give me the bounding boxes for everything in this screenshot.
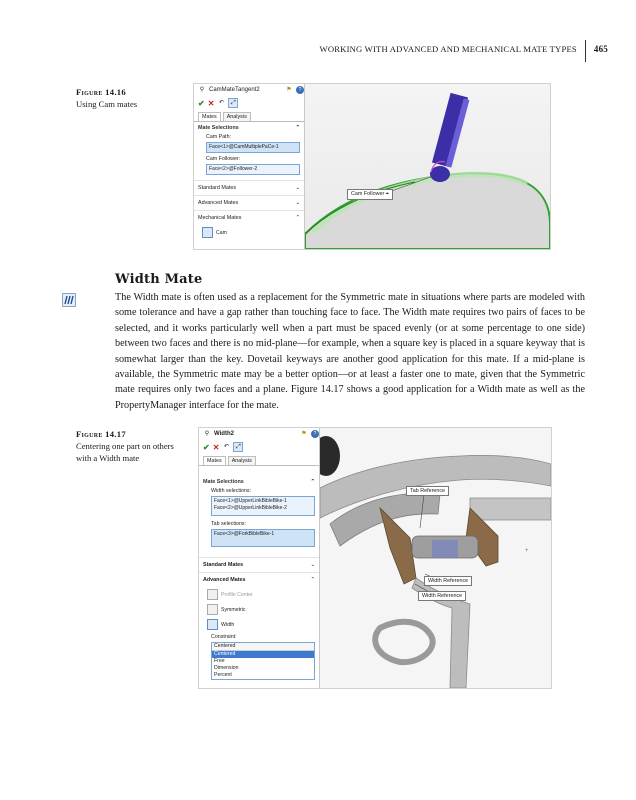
figure-14-16 bbox=[193, 83, 551, 250]
width-option[interactable] bbox=[199, 617, 319, 632]
mate-icon: ⚲ bbox=[204, 431, 210, 437]
section-title: Width Mate bbox=[115, 272, 203, 287]
chevron-up-icon[interactable]: ⌃ bbox=[295, 125, 300, 131]
ok-check-icon[interactable]: ✔ bbox=[198, 98, 205, 108]
pm-actions bbox=[194, 96, 304, 110]
ok-check-icon[interactable]: ✔ bbox=[203, 442, 210, 452]
figure-14-17 bbox=[198, 427, 552, 689]
symmetric-label: Symmetric bbox=[221, 606, 246, 613]
mechanical-mates-header[interactable] bbox=[194, 210, 304, 225]
tab-mates[interactable]: Mates bbox=[203, 456, 226, 465]
cam-model-svg bbox=[305, 84, 550, 249]
symmetric-icon bbox=[207, 604, 218, 615]
cam-follower bbox=[430, 93, 469, 182]
running-header bbox=[320, 38, 608, 60]
constraint-option-dimension[interactable]: Dimension bbox=[214, 665, 239, 671]
spring-coil bbox=[375, 622, 432, 662]
width-reference-callout-1: Width Reference bbox=[424, 576, 472, 586]
width-selection-2[interactable]: Face<2>@UpperLinkBibleBike-2 bbox=[214, 505, 287, 511]
pin-icon[interactable]: ⚑ bbox=[286, 87, 292, 93]
cam-follower-callout: Cam Follower ⌖ bbox=[347, 189, 393, 200]
chevron-down-icon: ⌄ bbox=[295, 200, 300, 206]
pm-actions bbox=[199, 440, 319, 454]
tab-mates[interactable]: Mates bbox=[198, 112, 221, 121]
profile-center-icon bbox=[207, 589, 218, 600]
cam-graphics-area[interactable] bbox=[305, 84, 550, 249]
tab-analysis[interactable]: Analysis bbox=[223, 112, 251, 121]
advanced-mates-header[interactable] bbox=[194, 195, 304, 210]
standard-mates-header[interactable] bbox=[194, 180, 304, 195]
width-selection-1[interactable]: Face<1>@UpperLinkBibleBike-1 bbox=[214, 498, 287, 504]
figure-number: Figure 14.17 bbox=[76, 429, 127, 439]
pm-title: Width2 bbox=[214, 431, 234, 437]
mate-selections-title: Mate Selections bbox=[198, 125, 239, 131]
width-selections-list[interactable] bbox=[211, 496, 315, 516]
figure-14-16-label bbox=[76, 86, 176, 110]
figure-caption: Using Cam mates bbox=[76, 99, 138, 109]
cam-option[interactable] bbox=[194, 225, 304, 240]
tab-reference-callout: Tab Reference bbox=[406, 486, 449, 496]
page-number: 465 bbox=[593, 44, 608, 54]
mate-selections-header[interactable] bbox=[194, 122, 304, 132]
chevron-up-icon[interactable]: ⌃ bbox=[310, 479, 315, 485]
header-divider bbox=[585, 40, 586, 62]
cam-mate-icon bbox=[202, 227, 213, 238]
pm-title: CamMateTangent2 bbox=[209, 87, 260, 93]
pm-tabs bbox=[194, 110, 304, 122]
pm-title-bar bbox=[194, 84, 304, 96]
width-reference-callout-2: Width Reference bbox=[418, 591, 466, 601]
symmetric-option[interactable] bbox=[199, 602, 319, 617]
bike-model-svg bbox=[320, 428, 551, 688]
width-selections-label: Width selections: bbox=[211, 488, 252, 494]
standard-mates-title: Standard Mates bbox=[198, 185, 237, 191]
constraint-current[interactable]: Centered bbox=[212, 643, 314, 651]
constraint-option-centered[interactable]: Centered bbox=[212, 651, 314, 658]
tab-highlight bbox=[432, 540, 458, 558]
tire-shape bbox=[320, 436, 340, 476]
advanced-mates-title: Advanced Mates bbox=[198, 200, 239, 206]
figure-caption: Centering one part on others with a Width mate bbox=[76, 441, 174, 463]
profile-center-option[interactable] bbox=[199, 587, 319, 602]
help-icon[interactable]: ? bbox=[296, 86, 304, 94]
chevron-down-icon: ⌄ bbox=[310, 562, 315, 568]
constraint-label: Constraint: bbox=[211, 634, 237, 640]
chevron-down-icon: ⌄ bbox=[295, 185, 300, 191]
chevron-up-icon: ⌃ bbox=[310, 577, 315, 583]
cam-mate-property-manager bbox=[194, 84, 305, 249]
standard-mates-title: Standard Mates bbox=[203, 562, 244, 568]
cam-option-label: Cam bbox=[216, 229, 227, 236]
pm-tabs bbox=[199, 454, 319, 466]
width-label: Width bbox=[221, 621, 235, 628]
width-mate-icon bbox=[62, 293, 76, 307]
pin-dialog-icon[interactable]: ⤢ bbox=[228, 98, 238, 108]
help-icon[interactable]: ? bbox=[311, 430, 319, 438]
tab-selections-label: Tab selections: bbox=[211, 521, 247, 527]
mechanical-mates-title: Mechanical Mates bbox=[198, 215, 242, 221]
callout-text: Cam Follower bbox=[351, 191, 385, 197]
cam-follower-label: Cam Follower: bbox=[206, 156, 241, 162]
tab-selections-list[interactable] bbox=[211, 529, 315, 547]
cancel-x-icon[interactable]: ✕ bbox=[212, 442, 220, 452]
width-mate-property-manager bbox=[199, 428, 320, 688]
cancel-x-icon[interactable]: ✕ bbox=[207, 98, 215, 108]
mate-icon: ⚲ bbox=[199, 87, 205, 93]
advanced-mates-title: Advanced Mates bbox=[203, 577, 246, 583]
mate-selections-header[interactable] bbox=[199, 476, 319, 486]
constraint-option-percent[interactable]: Percent bbox=[214, 672, 232, 678]
figure-number: Figure 14.16 bbox=[76, 87, 127, 97]
cam-follower-selection[interactable]: Face<2>@Follower-2 bbox=[206, 164, 300, 175]
bike-graphics-area[interactable] bbox=[320, 428, 551, 688]
undo-icon[interactable]: ↶ bbox=[218, 100, 224, 106]
right-tube bbox=[470, 498, 551, 520]
cam-path-label: Cam Path: bbox=[206, 134, 232, 140]
body-paragraph: The Width mate is often used as a replacement for the Symmetric mate in situations where parts are modeled with some tolerance and have a gap rather than touching face to face. The Width mate requires two pairs of faces to be selected, and it works particularly well when a part must be spaced evenly (or at some percentage to one side) between two faces and there is no mid-plane—for example, when a square key is placed in a square keyway that is somewhat larger than the key. Dovetail keyways are another good application for this mate. If a mid-plane is available, the Symmetric mate may be a better option—or at least a faster one to mate, given that the Symmetric mate requires only two faces and a plane. Figure 14.17 shows a good application for a Width mate as well as the PropertyManager interface for the mate. bbox=[115, 292, 585, 411]
tab-selection-1[interactable]: Face<3>@ForkBibleBike-1 bbox=[214, 531, 275, 537]
undo-icon[interactable]: ↶ bbox=[223, 444, 229, 450]
standard-mates-header[interactable] bbox=[199, 557, 319, 572]
constraint-dropdown[interactable] bbox=[211, 642, 315, 680]
profile-center-label: Profile Center bbox=[221, 591, 253, 598]
running-title: WORKING WITH ADVANCED AND MECHANICAL MATE TYPES bbox=[319, 44, 577, 54]
figure-14-17-label bbox=[76, 428, 176, 464]
constraint-option-free[interactable]: Free bbox=[214, 658, 225, 664]
width-icon bbox=[207, 619, 218, 630]
tab-analysis[interactable]: Analysis bbox=[228, 456, 256, 465]
pin-icon[interactable]: ⚑ bbox=[301, 431, 307, 437]
pin-dialog-icon[interactable]: ⤢ bbox=[233, 442, 243, 452]
advanced-mates-header[interactable] bbox=[199, 572, 319, 587]
pm-title-bar bbox=[199, 428, 319, 440]
chevron-up-icon: ⌃ bbox=[295, 215, 300, 221]
mate-selections-title: Mate Selections bbox=[203, 479, 244, 485]
follower-tip bbox=[430, 166, 450, 182]
cursor-crosshair: + bbox=[525, 548, 529, 554]
cam-path-selection[interactable]: Face<1>@CamMultiplePaCe-1 bbox=[206, 142, 300, 153]
left-link-plate bbox=[380, 508, 416, 584]
